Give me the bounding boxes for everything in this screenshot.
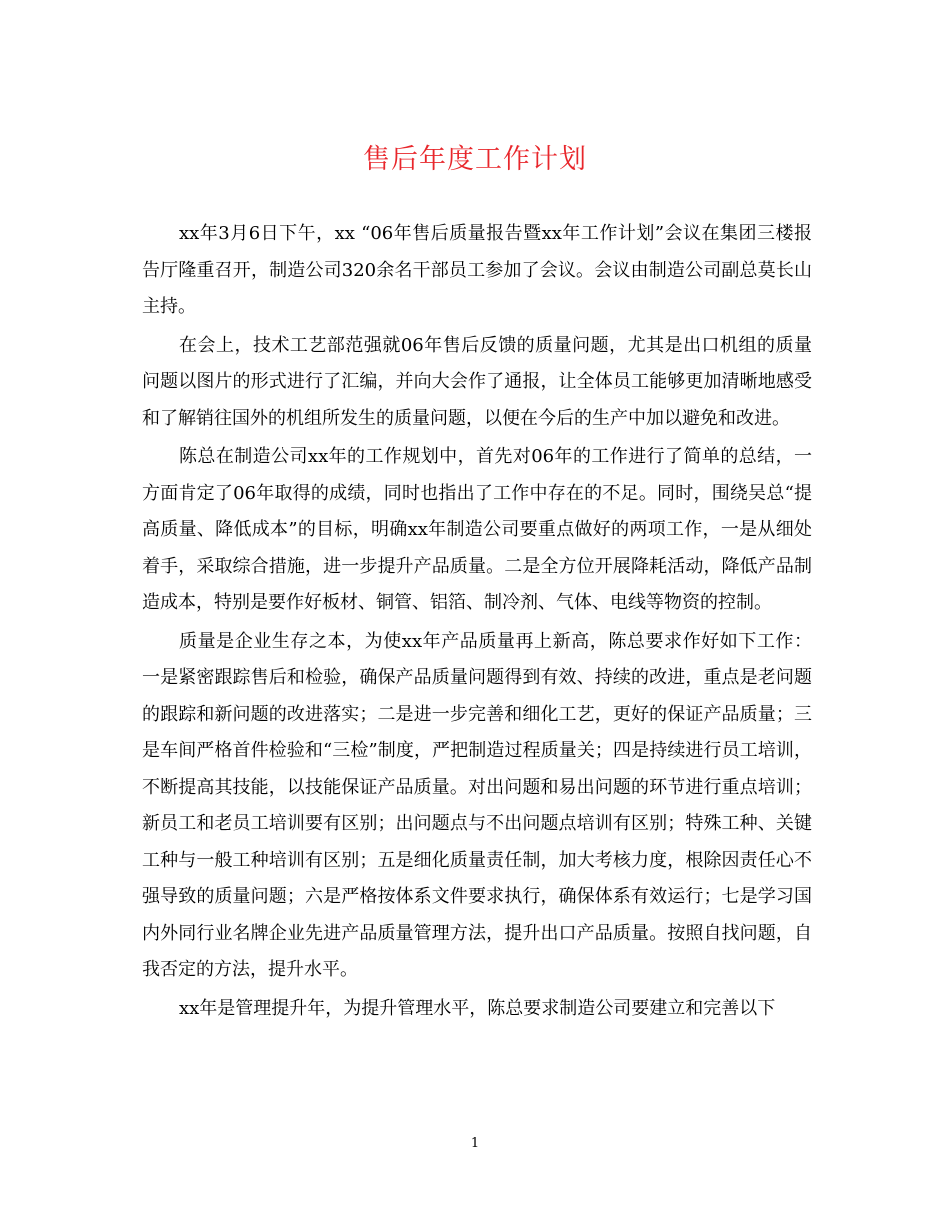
document-body — [142, 216, 812, 1029]
paragraph-quality-requirements: 质量是企业生存之本，为使xx年产品质量再上新高，陈总要求作好如下工作： 一是紧密跟踪售后和检验，确保产品质量问题得到有效、持续的改进，重点是老问题的跟踪和新问题的改进落实；二是进一步完善和细化工艺，更好的保证产品质量；三是车间严格首件检验和“三检”制度，严把制造过程质量关；四是持续进行员工培训，不断提高其技能，以技能保证产品质量。对出问题和易出问题的环节进行重点培训；新员工和老员工培训要有区别；出问题点与不出问题点培训有区别；特殊工种、关键工种与一般工种培训有区别；五是细化质量责任制，加大考核力度，根除因责任心不强导致的质量问题；六是严格按体系文件要求执行，确保体系有效运行；七是学习国内外同行业名牌企业先进产品质量管理方法，提升出口产品质量。按照自找问题，自我否定的方法，提升水平。 — [142, 630, 812, 980]
document-title: 售后年度工作计划 — [363, 144, 587, 175]
paragraph-work-plan: 陈总在制造公司xx年的工作规划中，首先对06年的工作进行了简单的总结，一方面肯定了06年取得的成绩，同时也指出了工作中存在的不足。同时，围绕吴总“提高质量、降低成本”的目标，明确xx年制造公司要重点做好的两项工作，一是从细处着手，采取综合措施，进一步提升产品质量。二是全方位开展降耗活动，降低产品制造成本，特别是要作好板材、铜管、铝箔、制冷剂、气体、电线等物资的控制。 — [142, 446, 812, 613]
page-number: 1 — [470, 1136, 480, 1151]
paragraph-management-improvement: xx年是管理提升年，为提升管理水平，陈总要求制造公司要建立和完善以下 — [179, 997, 776, 1019]
paragraph-meeting-intro: xx年3月6日下午，xx “06年售后质量报告暨xx年工作计划”会议在集团三楼报告厅隆重召开，制造公司320余名干部员工参加了会议。会议由制造公司副总莫长山主持。 — [142, 223, 812, 317]
paragraph-quality-report: 在会上，技术工艺部范强就06年售后反馈的质量问题，尤其是出口机组的质量问题以图片的形式进行了汇编，并向大会作了通报，让全体员工能够更加清晰地感受和了解销往国外的机组所发生的质量问题，以便在今后的生产中加以避免和改进。 — [142, 334, 812, 429]
